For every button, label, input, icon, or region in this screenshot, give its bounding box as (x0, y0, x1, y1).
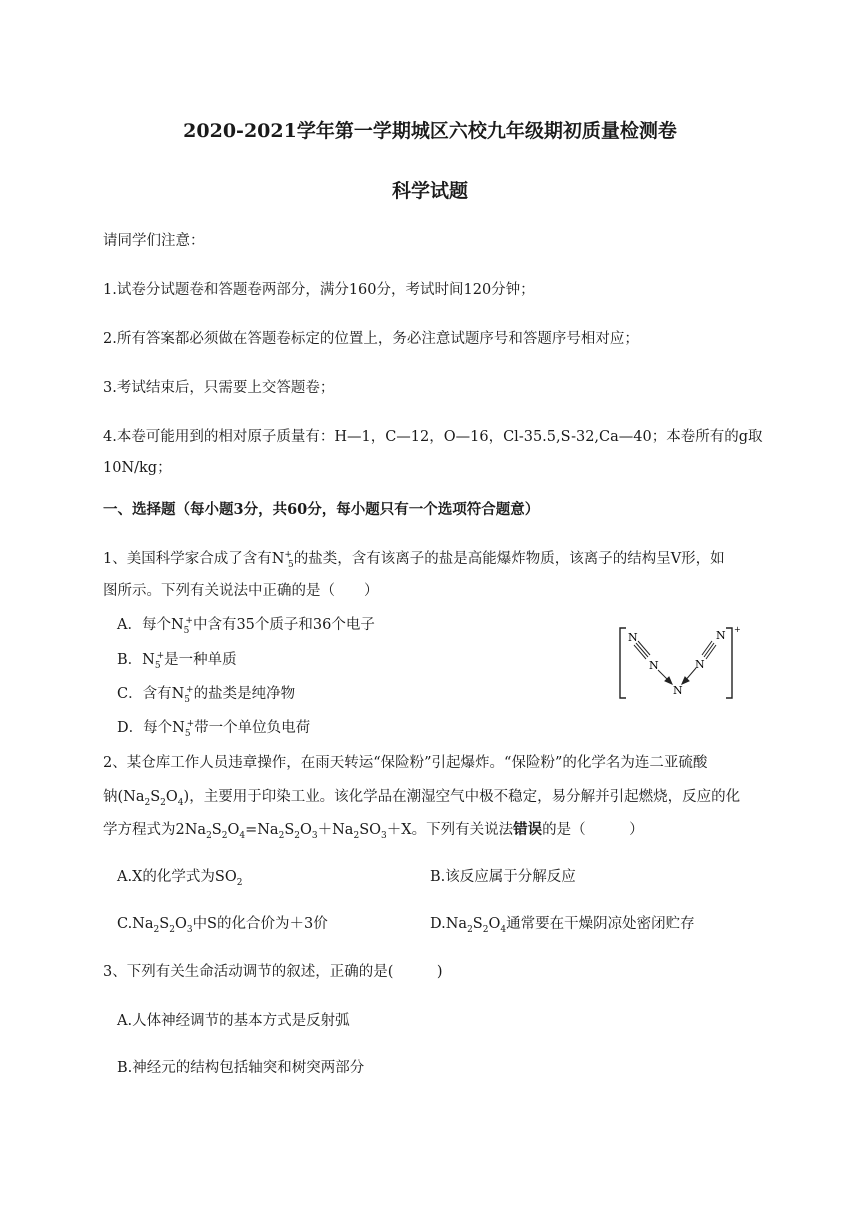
q3-option-a: A.人体神经调节的基本方式是反射弧 (117, 1013, 350, 1029)
q1-line-1: 1、美国科学家合成了含有$N^+_5$的盐类，含有该离子的盐是高能爆炸物质，该离子的结构呈V形，如 (103, 550, 725, 570)
notice-item-1: 1.试卷分试题卷和答题卷两部分，满分160分，考试时间120分钟； (103, 282, 535, 298)
n5-ion-structure-figure (612, 624, 742, 702)
atom-n-4: N (695, 658, 705, 671)
page-title: 2020-2021学年第一学期城区六校九年级期初质量检测卷 (183, 120, 677, 142)
bracket-left (620, 628, 626, 698)
notice-item-2: 2.所有答案都必须做在答题卷标定的位置上，务必注意试题序号和答题序号相对应； (103, 331, 639, 347)
q2-line-1: 2、某仓库工作人员违章操作，在雨天转运“保险粉”引起爆炸。“保险粉”的化学名为连二亚硫酸 (103, 755, 708, 771)
section-heading: 一、选择题（每小题3分，共60分，每小题只有一个选项符合题意） (103, 501, 540, 518)
q1-option-a: A．每个$N_5^+$中含有35个质子和36个电子 (117, 616, 375, 636)
notice-item-3: 3.考试结束后，只需要上交答题卷； (103, 380, 335, 396)
q2-option-d: $D.Na_2S_2O_4$通常要在干燥阴凉处密闭贮存 (430, 916, 695, 935)
atom-n-2: N (649, 659, 659, 672)
q2-option-b: B.该反应属于分解反应 (430, 869, 576, 885)
atom-n-5: N (716, 629, 726, 642)
q2-option-c: $C.Na_2S_2O_3$中S的化合价为＋3价 (117, 916, 328, 935)
notice-heading: 请同学们注意： (103, 233, 205, 249)
triple-bond-right (702, 641, 716, 659)
page-subtitle: 科学试题 (391, 180, 468, 202)
q2-option-a: A.X的化学式为$SO_2$ (117, 869, 243, 888)
atom-n-1: N (628, 631, 638, 644)
q1-option-b: B．$N_5^+$是一种单质 (117, 651, 237, 671)
atom-n-3: N (673, 684, 683, 697)
bracket-right (726, 628, 732, 698)
notice-item-4-cont: 10N/kg； (103, 460, 172, 476)
coordinate-bond-right (682, 668, 696, 684)
ion-charge: + (734, 625, 741, 634)
q2-line-3: 学方程式为$2Na_2S_2O_4=Na_2S_2O_3+Na_2SO_3+X$。下列有关说法错误的是（ ） (103, 821, 644, 841)
coordinate-bond-left (658, 670, 672, 684)
q1-option-d: D．每个$N_5^+$带一个单位负电荷 (117, 719, 311, 739)
q3-option-b: B.神经元的结构包括轴突和树突两部分 (117, 1060, 365, 1076)
q2-line-2: 钠$(Na_2S_2O_4)$，主要用于印染工业。该化学品在潮湿空气中极不稳定，易分解并引起燃烧，反应的化 (103, 789, 741, 808)
q3-line-1: 3、下列有关生命活动调节的叙述，正确的是( ) (103, 964, 443, 980)
q1-line-2: 图所示。下列有关说法中正确的是（ ） (103, 583, 379, 599)
notice-item-4: 4.本卷可能用到的相对原子质量有：H—1，C—12，O—16，Cl-35.5,S-32,Ca—40；本卷所有的g取 (103, 429, 763, 445)
q1-option-c: C．含有$N_5^+$的盐类是纯净物 (117, 685, 296, 705)
